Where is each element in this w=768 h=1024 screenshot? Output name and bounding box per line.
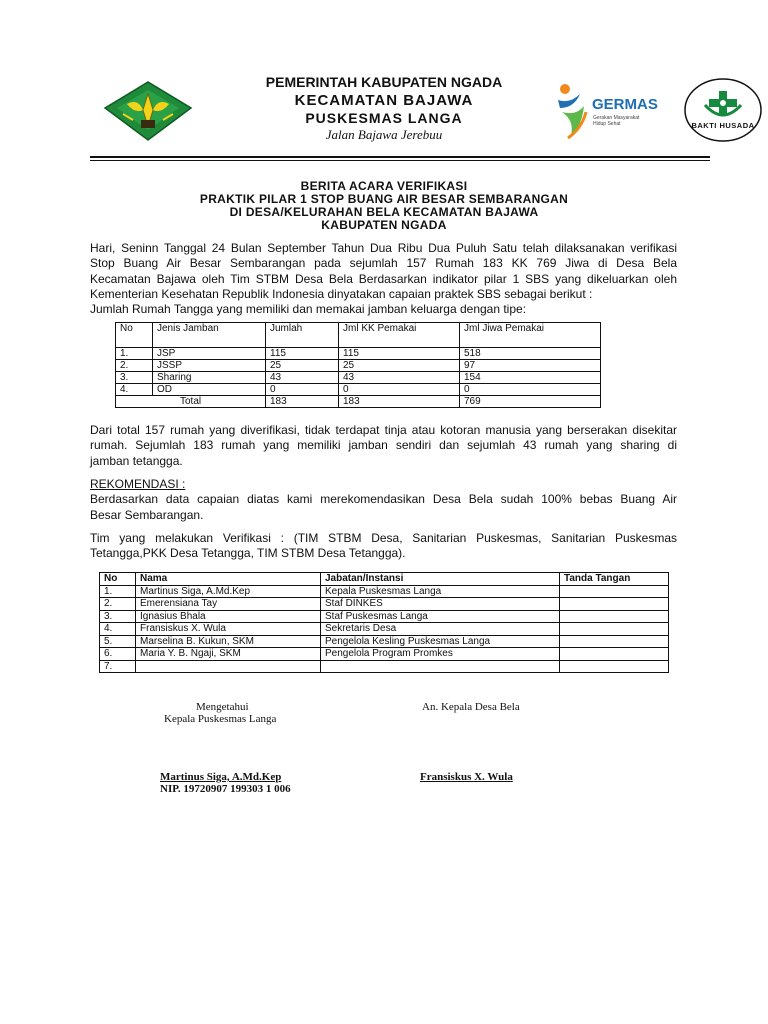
table-cell: 115	[266, 348, 339, 360]
table-header-cell: No	[116, 323, 153, 348]
table-row	[100, 598, 669, 611]
rekomendasi-line: Berdasarkan data capaian diatas kami merekomendasikan Desa Bela sudah 100% bebas Buang Air	[90, 492, 677, 507]
sign-right-title: An. Kepala Desa Bela	[422, 701, 520, 713]
rekomendasi-heading: REKOMENDASI :	[90, 477, 186, 491]
doc-title-1: BERITA ACARA VERIFIKASI	[300, 179, 468, 193]
verifier-table	[99, 572, 669, 673]
summary-line: Dari total 157 rumah yang diverifikasi, tidak terdapat tinja atau kotoran manusia yang berserakan disekitar	[90, 423, 677, 437]
intro-line: Hari, Seninn Tanggal 24 Bulan September Tahun Dua Ribu Dua Puluh Satu telah dilaksanakan verifikasi	[90, 241, 677, 255]
rekomendasi-section	[90, 477, 677, 523]
table-cell: 7.	[100, 660, 136, 673]
header-puskesmas: PUSKESMAS LANGA	[305, 110, 463, 126]
table-row	[100, 610, 669, 623]
table-cell: 769	[460, 396, 601, 408]
summary-line: rumah. Sejumlah 183 rumah yang memiliki jamban sendiri dan sejumlah 43 rumah yang sharing di	[90, 438, 677, 453]
table-cell: Kepala Puskesmas Langa	[321, 585, 560, 598]
sign-left-nip: NIP. 19720907 199303 1 006	[160, 783, 291, 795]
table-cell: 154	[460, 372, 601, 384]
table-cell: 2.	[116, 360, 153, 372]
table-cell: 3.	[116, 372, 153, 384]
signature-cell	[560, 660, 669, 673]
table-cell: OD	[153, 384, 266, 396]
table-cell: 25	[266, 360, 339, 372]
table-cell: 183	[339, 396, 460, 408]
table-header-cell: Jml KK Pemakai	[339, 323, 460, 348]
table-cell: Sharing	[153, 372, 266, 384]
table-header-cell: Jml Jiwa Pemakai	[460, 323, 601, 348]
table-row	[100, 635, 669, 648]
header-address: Jalan Bajawa Jerebuu	[325, 127, 443, 142]
rekomendasi-line: Besar Sembarangan.	[90, 507, 204, 522]
table-cell: 4.	[116, 384, 153, 396]
team-paragraph	[90, 531, 677, 562]
table-cell: Ignasius Bhala	[136, 610, 321, 623]
table-header-cell: Jumlah	[266, 323, 339, 348]
germas-tagline-1: Gerakan Masyarakat	[593, 115, 640, 121]
doc-title-2: PRAKTIK PILAR 1 STOP BUANG AIR BESAR SEMBARANGAN	[199, 192, 569, 206]
sign-left-name: Martinus Siga, A.Md.Kep	[160, 771, 282, 783]
table-cell: 97	[460, 360, 601, 372]
sign-left-title-1: Mengetahui	[196, 701, 249, 713]
summary-paragraph	[90, 423, 677, 469]
table-row	[116, 348, 601, 360]
table-cell: 4.	[100, 623, 136, 636]
table-cell: Maria Y. B. Ngaji, SKM	[136, 648, 321, 661]
table-cell: 115	[339, 348, 460, 360]
table-cell: 5.	[100, 635, 136, 648]
table-cell: 1.	[116, 348, 153, 360]
signature-cell	[560, 648, 669, 661]
header-kecamatan: KECAMATAN BAJAWA	[294, 92, 474, 109]
table-header-row	[116, 323, 601, 348]
table-cell: 6.	[100, 648, 136, 661]
table-cell: Pengelola Program Promkes	[321, 648, 560, 661]
doc-title-3: DI DESA/KELURAHAN BELA KECAMATAN BAJAWA	[229, 205, 539, 219]
summary-line: jamban tetangga.	[90, 453, 183, 468]
table-cell: Pengelola Kesling Puskesmas Langa	[321, 635, 560, 648]
table-cell: JSSP	[153, 360, 266, 372]
team-line: Tim yang melakukan Verifikasi : (TIM STBM Desa, Sanitarian Puskesmas, Sanitarian Puskesmas	[90, 531, 677, 545]
sign-left-title-2: Kepala Puskesmas Langa	[164, 713, 277, 725]
bakti-husada-text: BAKTI HUSADA	[691, 121, 755, 130]
header-rule-thin	[90, 160, 710, 161]
table-cell: Emerensiana Tay	[136, 598, 321, 611]
table-row	[116, 384, 601, 396]
doc-title-4: KABUPATEN NGADA	[321, 218, 447, 232]
header-rule-thick	[90, 156, 710, 158]
germas-logo	[556, 82, 656, 142]
table-cell: 1.	[100, 585, 136, 598]
table-cell: 0	[266, 384, 339, 396]
signature-cell	[560, 610, 669, 623]
table-cell	[136, 660, 321, 673]
team-line: Tetangga,PKK Desa Tetangga, TIM STBM Desa Tetangga).	[90, 546, 406, 561]
table-header-cell: Tanda Tangan	[560, 573, 669, 586]
table-row	[116, 360, 601, 372]
table-cell: Total	[116, 396, 266, 408]
table-cell: Martinus Siga, A.Md.Kep	[136, 585, 321, 598]
bakti-husada-logo	[683, 77, 763, 143]
table-header-cell: Nama	[136, 573, 321, 586]
header-government: PEMERINTAH KABUPATEN NGADA	[265, 74, 503, 90]
table-cell: 43	[339, 372, 460, 384]
germas-brand: GERMAS	[592, 96, 658, 113]
table-cell: 0	[339, 384, 460, 396]
table-header-cell: No	[100, 573, 136, 586]
table-header-row	[100, 573, 669, 586]
jamban-table	[115, 322, 601, 408]
table-cell	[321, 660, 560, 673]
intro-line: Stop Buang Air Besar Sembarangan pada sejumlah 157 Rumah 183 KK 769 Jiwa di Desa Bela	[90, 256, 677, 271]
table-row	[100, 585, 669, 598]
table-cell: Staf Puskesmas Langa	[321, 610, 560, 623]
table-cell: Staf DINKES	[321, 598, 560, 611]
table-row	[100, 623, 669, 636]
table-header-cell: Jabatan/Instansi	[321, 573, 560, 586]
sign-right-name: Fransiskus X. Wula	[420, 771, 513, 783]
table-cell: Sekretaris Desa	[321, 623, 560, 636]
signature-cell	[560, 623, 669, 636]
intro-line: Kementerian Kesehatan Republik Indonesia dinyatakan capaian praktek SBS sebagai berikut :	[90, 286, 593, 301]
signature-cell	[560, 635, 669, 648]
table-cell: 183	[266, 396, 339, 408]
table-header-cell: Jenis Jamban	[153, 323, 266, 348]
table-cell: 43	[266, 372, 339, 384]
table-total-row	[116, 396, 601, 408]
signature-cell	[560, 585, 669, 598]
table-cell: 25	[339, 360, 460, 372]
intro-paragraph	[90, 241, 677, 317]
germas-tagline-2: Hidup Sehat	[593, 121, 621, 127]
table-cell: Marselina B. Kukun, SKM	[136, 635, 321, 648]
table-cell: 2.	[100, 598, 136, 611]
table-cell: 0	[460, 384, 601, 396]
table-row	[100, 648, 669, 661]
table-cell: 518	[460, 348, 601, 360]
intro-line: Kecamatan Bajawa oleh Tim STBM Desa Bela Berdasarkan indikator pilar 1 SBS yang dikeluarkan oleh	[90, 271, 677, 286]
table-cell: 3.	[100, 610, 136, 623]
intro-line: Jumlah Rumah Tangga yang memiliki dan memakai jamban keluarga dengan tipe:	[90, 302, 527, 317]
table-row	[116, 372, 601, 384]
table-row	[100, 660, 669, 673]
signature-cell	[560, 598, 669, 611]
table-cell: JSP	[153, 348, 266, 360]
table-cell: Fransiskus X. Wula	[136, 623, 321, 636]
